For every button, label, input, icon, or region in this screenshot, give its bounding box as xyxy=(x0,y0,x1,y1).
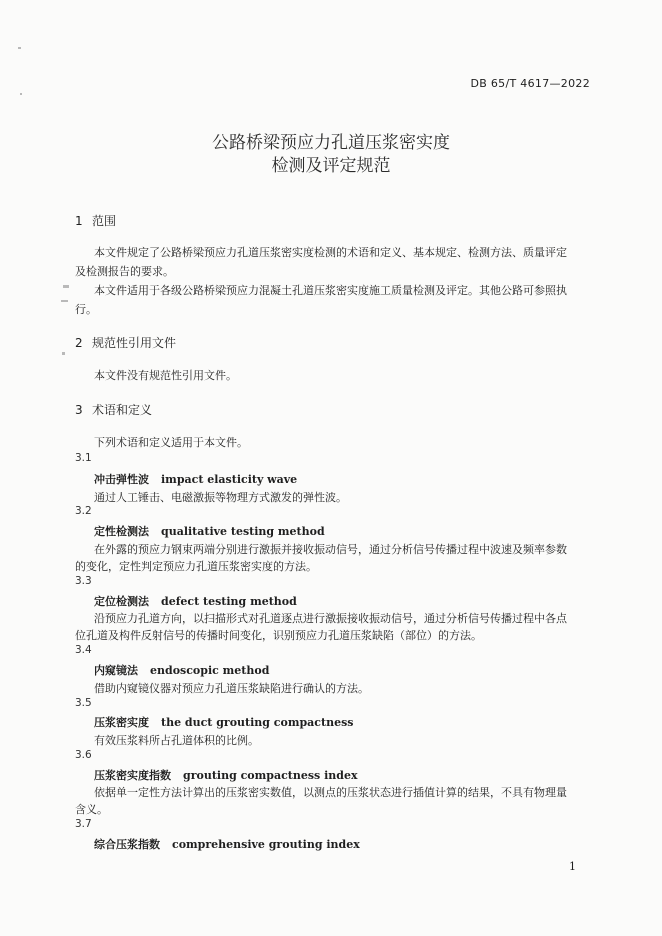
term-definition-line: 含义。 xyxy=(75,803,108,816)
term-definition-line: 在外露的预应力钢束两端分别进行激振并接收振动信号，通过分析信号传播过程中波速及频率参数 xyxy=(94,543,567,556)
term-en: endoscopic method xyxy=(150,664,270,677)
term-en: impact elasticity wave xyxy=(161,473,298,486)
document-number: DB 65/T 4617—2022 xyxy=(470,77,590,90)
term-heading xyxy=(94,593,297,609)
scan-speck xyxy=(18,47,21,49)
term-en: defect testing method xyxy=(161,595,297,608)
term-definition-line: 沿预应力孔道方向，以扫描形式对孔道逐点进行激振接收振动信号，通过分析信号传播过程中各点 xyxy=(94,612,567,625)
term-zh: 定性检测法 xyxy=(94,525,149,538)
term-definition-line: 位孔道及构件反射信号的传播时间变化，识别预应力孔道压浆缺陷（部位）的方法。 xyxy=(75,629,482,642)
section-number: 3 xyxy=(75,403,83,417)
scan-speck xyxy=(61,300,68,302)
term-zh: 冲击弹性波 xyxy=(94,473,149,486)
section-title: 规范性引用文件 xyxy=(92,336,177,350)
term-number: 3.6 xyxy=(75,749,92,761)
section-heading-references xyxy=(75,334,176,351)
document-title-line2: 检测及评定规范 xyxy=(271,156,391,176)
term-zh: 综合压浆指数 xyxy=(94,838,160,851)
term-number: 3.3 xyxy=(75,575,92,587)
document-title-line1: 公路桥梁预应力孔道压浆密实度 xyxy=(212,133,450,153)
term-zh: 压浆密实度 xyxy=(94,716,149,729)
term-definition-line: 有效压浆料所占孔道体积的比例。 xyxy=(94,734,259,747)
term-en: comprehensive grouting index xyxy=(172,838,360,851)
scope-paragraph-line: 本文件规定了公路桥梁预应力孔道压浆密实度检测的术语和定义、基本规定、检测方法、质量评定 xyxy=(94,246,567,259)
term-number: 3.2 xyxy=(75,505,92,517)
term-en: grouting compactness index xyxy=(183,769,358,782)
term-definition-line: 借助内窥镜仪器对预应力孔道压浆缺陷进行确认的方法。 xyxy=(94,682,369,695)
section-title: 范围 xyxy=(92,214,117,228)
page-number: 1 xyxy=(569,860,576,873)
term-definition-line: 的变化，定性判定预应力孔道压浆密实度的方法。 xyxy=(75,560,317,573)
term-zh: 定位检测法 xyxy=(94,595,149,608)
scan-speck xyxy=(62,352,65,355)
section-heading-terms xyxy=(75,401,152,418)
term-en: qualitative testing method xyxy=(161,525,325,538)
term-zh: 内窥镜法 xyxy=(94,664,138,677)
term-number: 3.1 xyxy=(75,452,92,464)
term-zh: 压浆密实度指数 xyxy=(94,769,171,782)
term-heading xyxy=(94,714,353,730)
term-heading xyxy=(94,767,358,783)
term-heading xyxy=(94,523,325,539)
section-title: 术语和定义 xyxy=(92,403,153,417)
term-definition-line: 通过人工锤击、电磁激振等物理方式激发的弹性波。 xyxy=(94,491,347,504)
term-en: the duct grouting compactness xyxy=(161,716,354,729)
term-heading xyxy=(94,471,297,487)
section-heading-scope xyxy=(75,212,116,229)
term-definition-line: 依据单一定性方法计算出的压浆密实数值，以测点的压浆状态进行插值计算的结果，不具有物理量 xyxy=(94,786,567,799)
term-heading xyxy=(94,836,360,852)
scope-paragraph-line: 本文件适用于各级公路桥梁预应力混凝土孔道压浆密实度施工质量检测及评定。其他公路可参照执 xyxy=(94,284,567,297)
section-number: 2 xyxy=(75,336,83,350)
section-number: 1 xyxy=(75,214,83,228)
references-paragraph: 本文件没有规范性引用文件。 xyxy=(94,369,237,382)
term-number: 3.4 xyxy=(75,644,92,656)
terms-intro: 下列术语和定义适用于本文件。 xyxy=(94,436,248,449)
scan-speck xyxy=(20,93,22,95)
term-heading xyxy=(94,662,269,678)
term-number: 3.7 xyxy=(75,818,92,830)
scan-speck xyxy=(63,285,69,288)
scope-paragraph-line: 行。 xyxy=(75,303,97,316)
term-number: 3.5 xyxy=(75,697,92,709)
scope-paragraph-line: 及检测报告的要求。 xyxy=(75,265,174,278)
